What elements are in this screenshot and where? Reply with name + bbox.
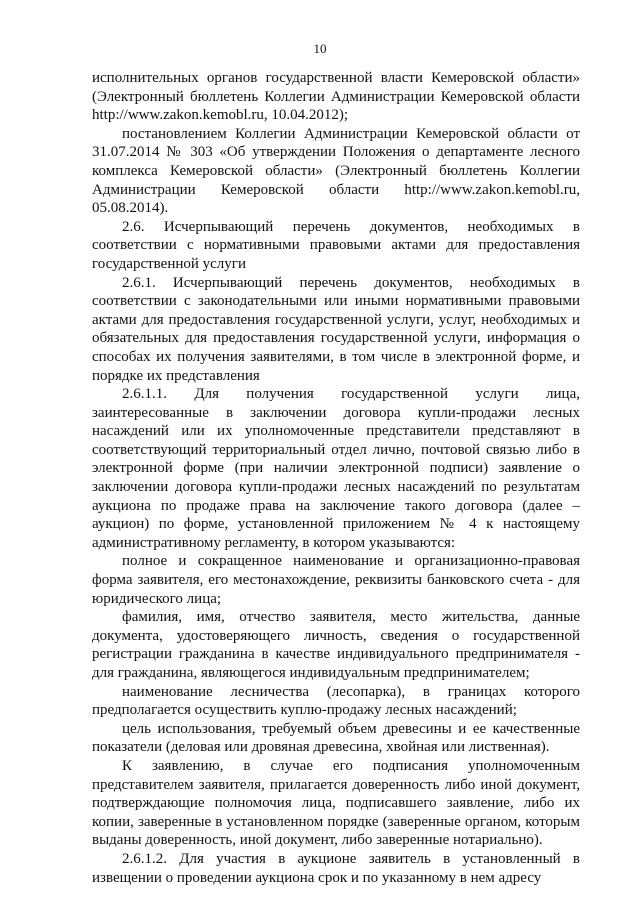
paragraph: цель использования, требуемый объем древесины и ее качественные показатели (деловая или дровяная древесина, хвойная или лиственная). xyxy=(92,720,580,756)
document-body xyxy=(92,69,580,887)
paragraph: постановлением Коллегии Администрации Кемеровской области от 31.07.2014 № 303 «Об утверждении Положения о департаменте лесного комплекса Кемеровской области» (Электронный бюллетень Коллегии Администрации Кемеровской области http://www.zakon.kemobl.ru, 05.08.2014). xyxy=(92,125,580,217)
paragraph: фамилия, имя, отчество заявителя, место жительства, данные документа, удостоверяющего личность, сведения о государственной регистрации гражданина в качестве индивидуального предпринимателя - для гражданина, являющегося индивидуальным предпринимателем; xyxy=(92,609,580,681)
paragraph: 2.6.1.1. Для получения государственной услуги лица, заинтересованные в заключении договора купли-продажи лесных насаждений или их уполномоченные представители представляют в соответствующий территориальный отдел лично, почтовой связью либо в электронной форме (при наличии электронной подписи) заявление о заключении договора купли-продажи лесных насаждений по результатам аукциона по продаже права на заключение такого договора (далее – аукцион) по форме, установленной приложением № 4 к настоящему административному регламенту, в котором указываются: xyxy=(92,386,580,551)
page-number: 10 xyxy=(313,41,327,56)
paragraph: наименование лесничества (лесопарка), в границах которого предполагается осуществить куплю-продажу лесных насаждений; xyxy=(92,683,580,719)
paragraph: К заявлению, в случае его подписания уполномоченным представителем заявителя, прилагается доверенность либо иной документ, подтверждающие полномочия лица, подписавшего заявление, либо их копии, заверенные в установленном порядке (заверенные органом, которым выданы доверенность, иной документ, либо заверенные нотариально). xyxy=(92,757,580,849)
paragraph: 2.6.1.2. Для участия в аукционе заявитель в установленный в извещении о проведении аукциона срок и по указанному в нем адресу xyxy=(92,850,580,886)
paragraph: исполнительных органов государственной власти Кемеровской области» (Электронный бюллетень Коллегии Администрации Кемеровской области http://www.zakon.kemobl.ru, 10.04.2012); xyxy=(92,70,580,124)
section-heading: 2.6.1. Исчерпывающий перечень документов, необходимых в соответствии с законодательными или иными нормативными правовыми актами для предоставления государственной услуги, услуг, необходимых и обязательных для предоставления государственной услуги, информация о способах их получения заявителями, в том числе в электронной форме, и порядке их представления xyxy=(92,274,580,384)
paragraph: полное и сокращенное наименование и организационно-правовая форма заявителя, его местонахождение, реквизиты банковского счета - для юридического лица; xyxy=(92,553,580,607)
section-heading: 2.6. Исчерпывающий перечень документов, необходимых в соответствии с нормативными правовыми актами для предоставления государственной услуги xyxy=(92,218,580,272)
